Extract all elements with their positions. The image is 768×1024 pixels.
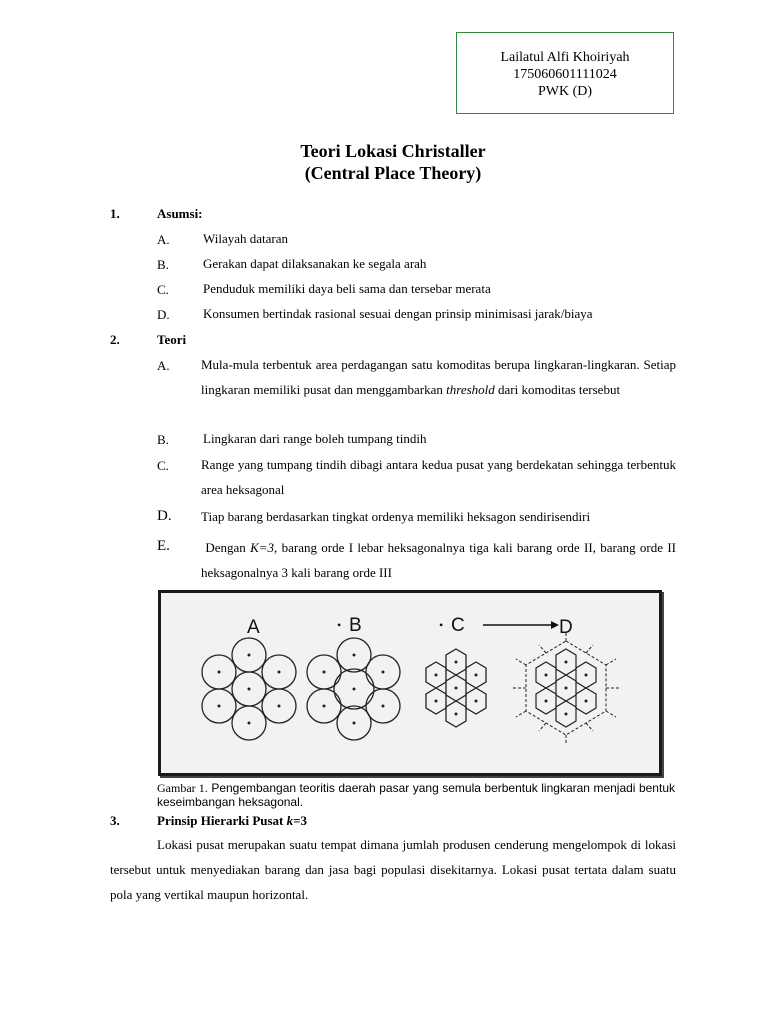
- figure-svg: [161, 593, 659, 773]
- s1-item-b-letter: B.: [157, 257, 169, 272]
- author-class: PWK (D): [537, 84, 593, 99]
- s2-item-b-text: Lingkaran dari range boleh tumpang tindih: [203, 431, 427, 446]
- s2-item-d-text: Tiap barang berdasarkan tingkat ordenya memiliki heksagon sendirisendiri: [201, 509, 591, 524]
- s2-item-a-text: [201, 352, 676, 402]
- s2-item-a-italic: threshold: [446, 382, 495, 397]
- diagram-c-centers: [435, 661, 478, 716]
- figure-label-d: D: [559, 617, 573, 638]
- author-name: Lailatul Alfi Khoiriyah: [500, 50, 630, 65]
- caption-text: Pengembangan teoritis daerah pasar yang semula berbentuk lingkaran menjadi bentuk keseimbangan heksagonal.: [157, 781, 675, 809]
- section-3-heading-end: =3: [293, 813, 308, 828]
- label-dot-c: •: [439, 618, 444, 632]
- section-3-paragraph: Lokasi pusat merupakan suatu tempat dimana jumlah produsen cenderung mengelompok di lokasi tersebut untuk menyediakan barang dan jasa bagi populasi disekitarnya. Lokasi pusat tertata dalam suatu pola yang vertikal maupun horizontal.: [110, 837, 676, 902]
- figure-label-b: B: [349, 615, 362, 636]
- section-3-heading-k: k: [286, 813, 294, 828]
- caption-label: Gambar 1.: [157, 781, 208, 795]
- s1-item-a-letter: A.: [157, 232, 170, 247]
- title-line-2: (Central Place Theory): [304, 163, 482, 183]
- s2-item-e-italic: K=3: [250, 540, 275, 555]
- diagram-a-centers: [218, 654, 281, 725]
- s2-item-c-letter: C.: [157, 458, 169, 473]
- s2-item-a-text-1: Mula-mula terbentuk area perdagangan satu komoditas berupa lingkaran-lingkaran. Setiap lingkaran memiliki pusat dan menggambarkan: [201, 357, 676, 397]
- figure-label-a: A: [247, 617, 260, 638]
- s2-item-e-text-1: Dengan: [205, 540, 246, 555]
- diagram-d-centers: [545, 661, 588, 716]
- section-3-number: 3.: [110, 813, 120, 828]
- section-2-heading: Teori: [157, 332, 187, 347]
- figure-label-c: C: [451, 615, 465, 636]
- s2-item-e-text-2: , barang orde I lebar heksagonalnya tiga kali barang orde II, barang orde II heksagonalnya 3 kali barang orde III: [201, 540, 677, 580]
- section-1-heading: Asumsi:: [157, 206, 203, 221]
- s1-item-d-letter: D.: [157, 307, 170, 322]
- s1-item-b-text: Gerakan dapat dilaksanakan ke segala arah: [203, 256, 427, 271]
- s2-item-e-text: [201, 535, 676, 585]
- s1-item-c-text: Penduduk memiliki daya beli sama dan tersebar merata: [203, 281, 491, 296]
- figure-caption: [157, 781, 675, 809]
- author-id: 175060601111024: [513, 67, 617, 82]
- s2-item-d-letter: D.: [157, 508, 172, 524]
- s2-item-c-text: Range yang tumpang tindih dibagi antara kedua pusat yang berdekatan sehingga terbentuk area heksagonal: [201, 457, 676, 497]
- arrow-head-icon: [551, 621, 559, 629]
- s1-item-a-text: Wilayah dataran: [203, 231, 289, 246]
- diagram-b-centers: [323, 654, 385, 725]
- document-title: [0, 140, 768, 184]
- section-1-number: 1.: [110, 206, 120, 221]
- section-2-number: 2.: [110, 332, 120, 347]
- title-line-1: Teori Lokasi Christaller: [300, 141, 486, 161]
- author-box: [456, 32, 674, 114]
- section-3-heading: [157, 813, 307, 829]
- s2-item-e-letter: E.: [157, 538, 170, 554]
- s2-item-a-letter: A.: [157, 358, 170, 373]
- s2-item-a-text-2: dari komoditas tersebut: [498, 382, 621, 397]
- s1-item-d-text: Konsumen bertindak rasional sesuai dengan prinsip minimisasi jarak/biaya: [203, 306, 593, 321]
- s1-item-c-letter: C.: [157, 282, 169, 297]
- figure-central-place: [158, 590, 662, 776]
- label-dot-b: •: [337, 618, 342, 632]
- section-3-heading-text: Prinsip Hierarki Pusat: [157, 813, 284, 828]
- s2-item-b-letter: B.: [157, 432, 169, 447]
